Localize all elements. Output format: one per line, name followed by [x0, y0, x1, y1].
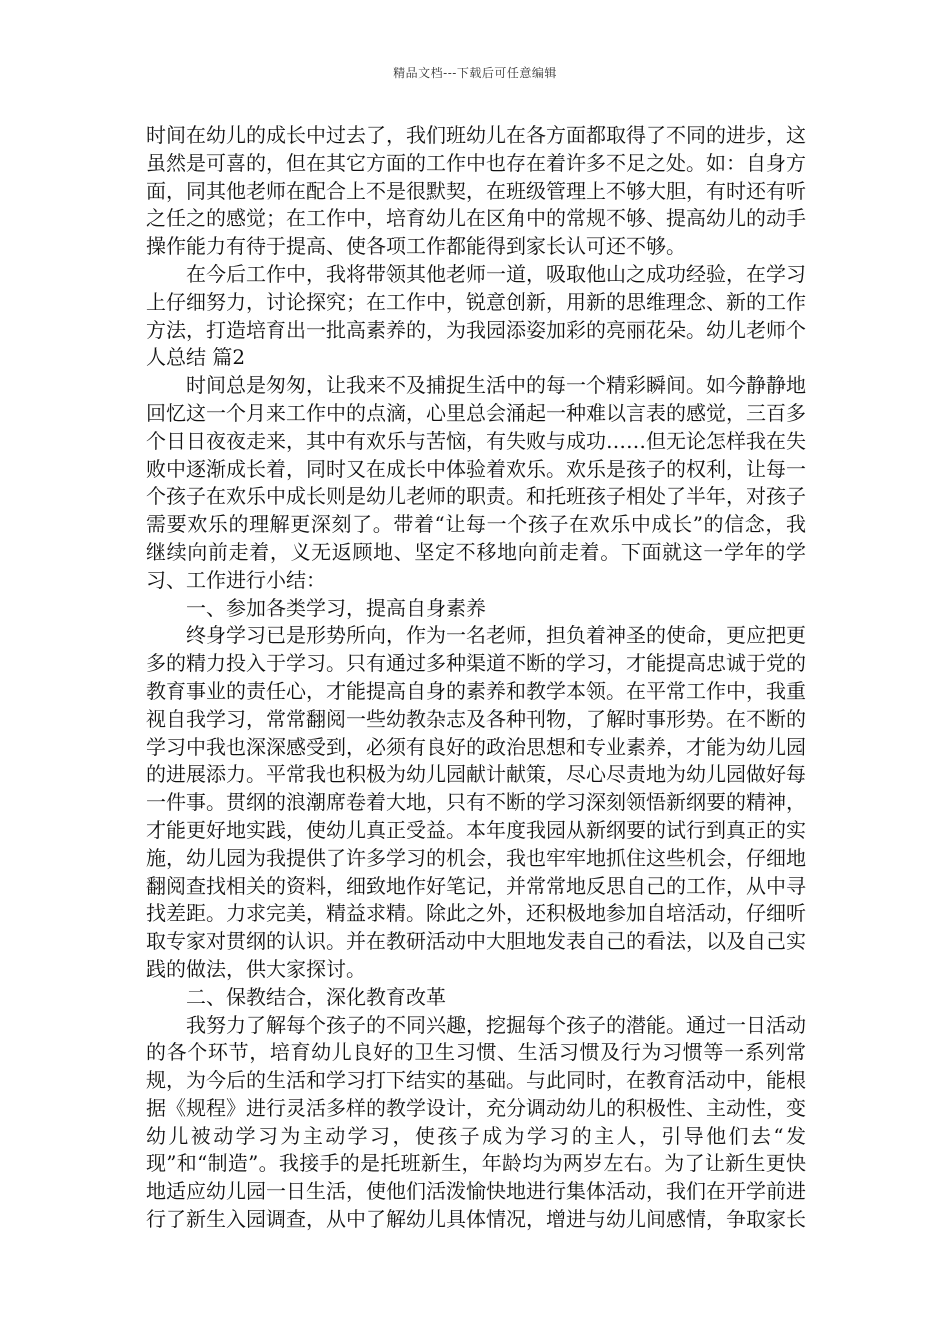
section-heading: 二、保教结合，深化教育改革 [186, 984, 446, 1009]
paragraph: 在今后工作中，我将带领其他老师一道，吸取他山之成功经验，在学习上仔细努力，讨论探究；在工作中，锐意创新，用新的思维理念、新的工作方法，打造培育出一批高素养的，为我园添姿加彩的亮丽花朵。幼儿老师个人总结 篇2 [146, 261, 806, 370]
section-heading: 一、参加各类学习，提高自身素养 [186, 595, 486, 620]
paragraph: 我努力了解每个孩子的不同兴趣，挖掘每个孩子的潜能。通过一日活动的各个环节，培育幼儿良好的卫生习惯、生活习惯及行为习惯等一系列常规，为今后的生活和学习打下结实的基础。与此同时，在教育活动中，能根据《规程》进行灵活多样的教学设计，充分调动幼儿的积极性、主动性，变幼儿被动学习为主动学习，使孩子成为学习的主人，引导他们去“发现”和“制造”。我接手的是托班新生，年龄均为两岁左右。为了让新生更快地适应幼儿园一日生活，使他们活泼愉快地进行集体活动，我们在开学前进行了新生入园调查，从中了解幼儿具体情况，增进与幼儿间感情，争取家长 [146, 1012, 806, 1232]
page-header: 精品文档---下载后可任意编辑 [393, 66, 557, 80]
document-body [146, 122, 806, 1234]
paragraph: 终身学习已是形势所向，作为一名老师，担负着神圣的使命，更应把更多的精力投入于学习。只有通过多种渠道不断的学习，才能提高忠诚于党的教育事业的责任心，才能提高自身的素养和教学本领。在平常工作中，我重视自我学习，常常翻阅一些幼教杂志及各种刊物，了解时事形势。在不断的学习中我也深深感受到，必须有良好的政治思想和专业素养，才能为幼儿园的进展添力。平常我也积极为幼儿园献计献策，尽心尽责地为幼儿园做好每一件事。贯纲的浪潮席卷着大地，只有不断的学习深刻领悟新纲要的精神，才能更好地实践，使幼儿真正受益。本年度我园从新纲要的试行到真正的实施，幼儿园为我提供了许多学习的机会，我也牢牢地抓住这些机会，仔细地翻阅查找相关的资料，细致地作好笔记，并常常地反思自己的工作，从中寻找差距。力求完美，精益求精。除此之外，还积极地参加自培活动，仔细听取专家对贯纲的认识。并在教研活动中大胆地发表自己的看法，以及自己实践的做法，供大家探讨。 [146, 623, 806, 981]
paragraph: 时间在幼儿的成长中过去了，我们班幼儿在各方面都取得了不同的进步，这虽然是可喜的，但在其它方面的工作中也存在着许多不足之处。如：自身方面，同其他老师在配合上不是很默契，在班级管理上不够大胆，有时还有听之任之的感觉；在工作中，培育幼儿在区角中的常规不够、提高幼儿的动手操作能力有待于提高、使各项工作都能得到家长认可还不够。 [146, 123, 806, 259]
paragraph: 时间总是匆匆，让我来不及捕捉生活中的每一个精彩瞬间。如今静静地回忆这一个月来工作中的点滴，心里总会涌起一种难以言表的感觉，三百多个日日夜夜走来，其中有欢乐与苦恼，有失败与成功……但无论怎样我在失败中逐渐成长着，同时又在成长中体验着欢乐。欢乐是孩子的权利，让每一个孩子在欢乐中成长则是幼儿老师的职责。和托班孩子相处了半年，对孩子需要欢乐的理解更深刻了。带着“让每一个孩子在欢乐中成长”的信念，我继续向前走着，义无返顾地、坚定不移地向前走着。下面就这一学年的学习、工作进行小结： [146, 373, 806, 592]
